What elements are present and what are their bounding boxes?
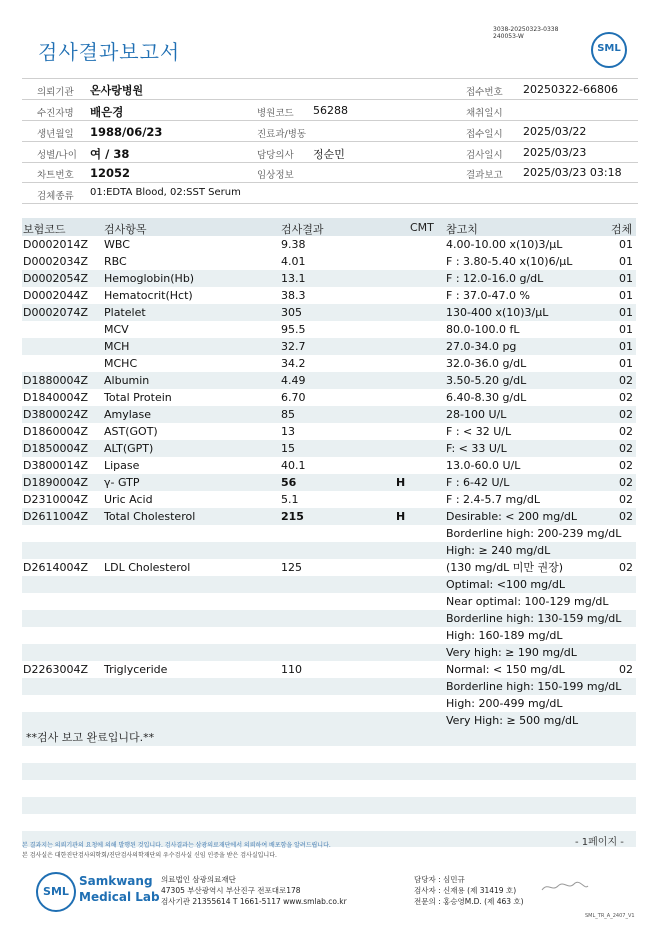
cell-result: 40.1 [281,459,306,472]
cell-ref: 4.00-10.00 x(10)3/μL [446,238,563,251]
table-row [0,373,655,390]
cell-code: D1880004Z [23,374,88,387]
completion-message: **검사 보고 완료입니다.** [26,731,155,744]
staff-2: 검사자 : 신재용 (제 31419 호) [414,886,517,895]
cell-flag: H [396,510,406,523]
cell-code: D0002054Z [23,272,88,285]
cell-code: D0002074Z [23,306,88,319]
cell-ref: 130-400 x(10)3/μL [446,306,549,319]
cell-ref: Near optimal: 100-129 mg/dL [446,595,609,608]
table-row [0,577,655,594]
cell-spec: 02 [619,408,633,421]
cell-spec: 01 [619,255,633,268]
table-row [0,645,655,662]
cell-spec: 02 [619,663,633,676]
col-header-result: 검사결과 [281,223,324,236]
cell-result: 56 [281,476,297,489]
table-row [0,271,655,288]
report-date-value: 2025/03/23 03:18 [523,166,622,179]
table-row [0,237,655,254]
cell-ref: 3.50-5.20 g/dL [446,374,527,387]
chart-no-value: 12052 [90,166,131,180]
cell-name: Total Protein [104,391,172,404]
cell-ref: 80.0-100.0 fL [446,323,520,336]
cell-ref: Optimal: <100 mg/dL [446,578,565,591]
table-row [0,713,655,730]
cell-ref: Normal: < 150 mg/dL [446,663,565,676]
cell-code: D2611004Z [23,510,88,523]
cell-ref: F : 2.4-5.7 mg/dL [446,493,540,506]
cell-code: D0002014Z [23,238,88,251]
specimen-label: 검체종류 [37,191,74,202]
table-row [0,696,655,713]
receipt-date-label: 접수일시 [466,129,503,140]
sml-logo [591,32,627,68]
collect-date-label: 채취일시 [466,108,503,119]
test-date-label: 검사일시 [466,150,503,161]
cell-ref: High: 160-189 mg/dL [446,629,563,642]
cell-code: D0002034Z [23,255,88,268]
cell-ref: Borderline high: 200-239 mg/dL [446,527,622,540]
cell-spec: 02 [619,476,633,489]
cell-result: 4.49 [281,374,306,387]
cell-result: 34.2 [281,357,306,370]
receipt-date-value: 2025/03/22 [523,125,587,138]
table-row [0,560,655,577]
table-row [0,356,655,373]
cell-spec: 02 [619,493,633,506]
cell-name: Triglyceride [104,663,168,676]
org-phone: 검사기관 21355614 T 1661-5117 www.smlab.co.kr [161,897,347,906]
divider [22,99,638,100]
cell-name: Total Cholesterol [104,510,196,523]
table-row [0,254,655,271]
table-row [0,594,655,611]
page-title: 검사결과보고서 [38,40,181,64]
birth-value: 1988/06/23 [90,125,163,139]
cell-result: 13.1 [281,272,306,285]
cell-name: Platelet [104,306,146,319]
divider [22,203,638,204]
page-number: - 1페이지 - [575,837,624,848]
company-name-2: Medical Lab [79,890,160,904]
cell-result: 305 [281,306,302,319]
cell-result: 38.3 [281,289,306,302]
table-row [0,475,655,492]
table-row [0,526,655,543]
cell-ref: (130 mg/dL 미만 권장) [446,561,564,574]
table-row [0,611,655,628]
cell-result: 9.38 [281,238,306,251]
cell-spec: 02 [619,391,633,404]
cell-code: D2614004Z [23,561,88,574]
cell-result: 125 [281,561,302,574]
document-id-line-2: 240053-W [493,33,524,40]
cell-result: 110 [281,663,302,676]
patient-value: 배은경 [90,105,124,119]
cell-spec: 01 [619,323,633,336]
receipt-no-value: 20250322-66806 [523,83,618,96]
cell-ref: Borderline high: 150-199 mg/dL [446,680,622,693]
signature-icon [540,880,590,894]
cell-ref: F: < 33 U/L [446,442,507,455]
cell-flag: H [396,476,406,489]
cell-spec: 01 [619,306,633,319]
cell-ref: F : 37.0-47.0 % [446,289,530,302]
cell-result: 5.1 [281,493,299,506]
cell-name: WBC [104,238,130,251]
cell-code: D1860004Z [23,425,88,438]
col-header-code: 보험코드 [23,223,66,236]
table-row [0,339,655,356]
cell-spec: 01 [619,340,633,353]
cell-ref: F : 12.0-16.0 g/dL [446,272,544,285]
col-header-cmt: CMT [410,221,434,234]
cell-spec: 02 [619,561,633,574]
doctor-value: 정순민 [313,148,345,161]
cell-code: D1890004Z [23,476,88,489]
dept-label: 진료과/병동 [257,129,307,140]
cell-code: D1850004Z [23,442,88,455]
cell-spec: 02 [619,459,633,472]
divider [22,78,638,79]
cell-name: Amylase [104,408,152,421]
doctor-label: 담당의사 [257,150,294,161]
cell-spec: 02 [619,442,633,455]
footer-note-1: 본 결과지는 의뢰기관의 요청에 의해 발행된 것입니다. 검사결과는 삼광의료재단에서 의뢰하여 배포함을 알려드립니다. [22,842,331,849]
hospital-code-value: 56288 [313,104,348,117]
sex-age-value: 여 / 38 [90,147,130,161]
form-version: SML_TR_A_2407_V1 [585,913,635,919]
cell-ref: Desirable: < 200 mg/dL [446,510,578,523]
sex-age-label: 성별/나이 [37,150,77,161]
cell-ref: F : 6-42 U/L [446,476,510,489]
cell-spec: 01 [619,272,633,285]
cell-result: 95.5 [281,323,306,336]
cell-code: D3800014Z [23,459,88,472]
table-row [0,424,655,441]
cell-name: Hematocrit(Hct) [104,289,193,302]
cell-ref: F : < 32 U/L [446,425,512,438]
patient-label: 수진자명 [37,108,74,119]
cell-spec: 01 [619,289,633,302]
divider [22,120,638,121]
hospital-code-label: 병원코드 [257,108,294,119]
col-header-ref: 참고치 [446,223,478,236]
cell-name: Hemoglobin(Hb) [104,272,195,285]
staff-1: 담당자 : 심민규 [414,875,465,884]
cell-ref: Very high: ≥ 190 mg/dL [446,646,577,659]
cell-ref: 13.0-60.0 U/L [446,459,521,472]
divider [22,162,638,163]
cell-ref: 32.0-36.0 g/dL [446,357,527,370]
table-row [0,390,655,407]
cell-ref: High: 200-499 mg/dL [446,697,563,710]
report-date-label: 결과보고 [466,170,503,181]
table-row [0,492,655,509]
divider [22,141,638,142]
cell-name: RBC [104,255,127,268]
cell-result: 32.7 [281,340,306,353]
table-row [0,628,655,645]
table-row [0,662,655,679]
cell-ref: 28-100 U/L [446,408,507,421]
cell-code: D1840004Z [23,391,88,404]
table-row [0,288,655,305]
cell-spec: 02 [619,425,633,438]
cell-result: 215 [281,510,304,523]
col-header-name: 검사항목 [104,223,147,236]
document-id-line-1: 3038-20250323-0338 [493,26,559,33]
cell-result: 6.70 [281,391,306,404]
table-row [0,679,655,696]
cell-result: 15 [281,442,295,455]
table-row [0,543,655,560]
footer-note-2: 본 검사실은 대한진단검사의학회/진단검사의학재단의 우수검사실 신임 인증을 받은 검사실입니다. [22,852,277,859]
cell-name: Uric Acid [104,493,153,506]
org-address: 47305 부산광역시 부산진구 전포대로178 [161,886,301,895]
cell-name: MCHC [104,357,138,370]
institution-value: 온사랑병원 [90,84,144,97]
footer-logo-text: SML [43,885,69,898]
cell-spec: 02 [619,374,633,387]
table-row [0,305,655,322]
cell-name: LDL Cholesterol [104,561,191,574]
cell-name: Lipase [104,459,140,472]
cell-ref: F : 3.80-5.40 x(10)6/μL [446,255,573,268]
divider [22,182,638,183]
cell-spec: 02 [619,510,633,523]
document-id [493,26,558,40]
cell-ref: 6.40-8.30 g/dL [446,391,527,404]
specimen-value: 01:EDTA Blood, 02:SST Serum [90,187,241,198]
cell-result: 85 [281,408,295,421]
col-header-spec: 검체 [611,223,633,236]
table-row [0,322,655,339]
staff-3: 전문의 : 홍승영M.D. (제 463 호) [414,897,524,906]
row-band [22,763,636,780]
cell-name: AST(GOT) [104,425,158,438]
table-row [0,458,655,475]
sml-logo-text: SML [597,43,621,54]
receipt-no-label: 접수번호 [466,87,503,98]
table-row [0,441,655,458]
cell-result: 13 [281,425,295,438]
row-band [22,797,636,814]
cell-spec: 01 [619,357,633,370]
clinical-label: 임상정보 [257,170,294,181]
cell-name: γ- GTP [104,476,140,489]
table-row [0,509,655,526]
cell-name: Albumin [104,374,150,387]
cell-ref: High: ≥ 240 mg/dL [446,544,551,557]
cell-code: D2263004Z [23,663,88,676]
cell-name: MCV [104,323,129,336]
chart-no-label: 차트번호 [37,170,74,181]
birth-label: 생년월일 [37,129,74,140]
cell-ref: Borderline high: 130-159 mg/dL [446,612,622,625]
table-row [0,407,655,424]
footer-sml-logo [36,872,76,912]
cell-ref: Very High: ≥ 500 mg/dL [446,714,579,727]
cell-spec: 01 [619,238,633,251]
cell-code: D3800024Z [23,408,88,421]
cell-name: ALT(GPT) [104,442,154,455]
cell-result: 4.01 [281,255,306,268]
cell-code: D2310004Z [23,493,88,506]
institution-label: 의뢰기관 [37,87,74,98]
company-name-1: Samkwang [79,874,153,888]
cell-code: D0002044Z [23,289,88,302]
test-date-value: 2025/03/23 [523,146,587,159]
org-name: 의료법인 삼광의료재단 [161,875,236,884]
cell-name: MCH [104,340,130,353]
cell-ref: 27.0-34.0 pg [446,340,517,353]
